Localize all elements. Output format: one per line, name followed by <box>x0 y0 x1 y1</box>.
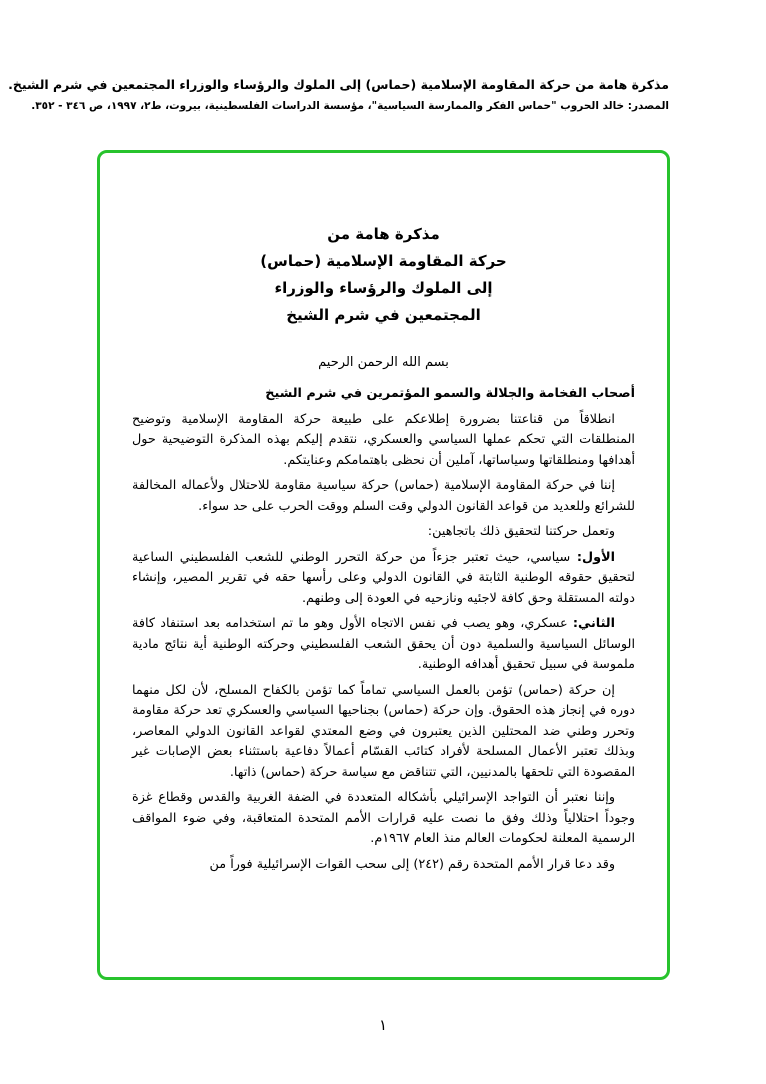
paragraph-text: وإننا نعتبر أن التواجد الإسرائيلي بأشكاله المتعددة في الضفة الغربية والقدس وقطاع غزة وجوداً احتلالياً وذلك وفق ما نصت عليه قرارات الأمم المتحدة المتعاقبة، وفي ضوء المواقف الرسمية المعلنة لحكومات العالم منذ العام ١٩٦٧م. <box>132 790 635 846</box>
page-number: ١ <box>378 1016 388 1034</box>
memo-body <box>132 384 635 875</box>
paragraph-lead: الأول: <box>576 549 615 565</box>
basmala: بسم الله الرحمن الرحيم <box>318 355 449 370</box>
memo-title-line: المجتمعين في شرم الشيخ <box>286 306 481 324</box>
memo-title-line: إلى الملوك والرؤساء والوزراء <box>274 279 493 297</box>
memo-paragraph <box>132 410 635 472</box>
paragraph-text: سياسي، حيث تعتبر جزءاً من حركة التحرر الوطني للشعب الفلسطيني الساعية لتحقيق حقوقه الوطنية الثابتة في القانون الدولي وعلى رأسها حقه في تقرير المصير، وإنشاء دولته المستقلة وحق كافة لاجئيه ونازحيه في العودة إلى وطنهم. <box>132 549 635 606</box>
caption <box>8 76 669 114</box>
memo-paragraph <box>132 548 635 610</box>
memo-paragraph <box>132 788 635 850</box>
memo-paragraph <box>132 614 635 676</box>
paragraph-text: عسكري، وهو يصب في نفس الاتجاه الأول وهو ما تم استخدامه بعد استنفاد كافة الوسائل السياسية والسلمية دون أن يحقق الشعب الفلسطيني وحركته الوطنية أية نتائج مادية ملموسة في سبيل تحقيق أهدافه الوطنية. <box>132 616 635 672</box>
memo-paragraph <box>132 681 635 784</box>
caption-source: المصدر: خالد الحروب "حماس الفكر والممارسة السياسية"، مؤسسة الدراسات الفلسطينية، بيروت، ط٢، ١٩٩٧، ص ٣٤٦ - ٣٥٢. <box>31 100 669 112</box>
paragraph-text: وتعمل حركتنا لتحقيق ذلك باتجاهين: <box>427 524 615 539</box>
caption-title: مذكرة هامة من حركة المقاومة الإسلامية (حماس) إلى الملوك والرؤساء والوزراء المجتمعين في شرم الشيخ. <box>8 77 669 92</box>
memo-paragraph <box>132 855 635 876</box>
paragraph-lead: الثاني: <box>572 616 615 631</box>
memo-paragraph <box>132 522 635 543</box>
memo-border-box <box>97 150 670 980</box>
paragraph-text: انطلاقاً من قناعتنا بضرورة إطلاعكم على طبيعة حركة المقاومة الإسلامية وتوضيح المنطلقات التي تحكم عملها السياسي والعسكري، نتقدم إليكم بهذه المذكرة التوضيحية حول أهدافها ومنطلقاتها وسياساتها، آملين أن نحظى باهتمامكم وعنايتكم. <box>132 411 635 468</box>
paragraph-lead: أصحاب الفخامة والجلالة والسمو المؤتمرين في شرم الشيخ <box>265 386 635 401</box>
paragraph-text: إن حركة (حماس) تؤمن بالعمل السياسي تماماً كما تؤمن بالكفاح المسلح، لأن لكل منهما دوره في إنجاز هذه الحقوق. وإن حركة (حماس) بجناحيها السياسي والعسكري تعد حركة مقاومة وتحرر وطني ضد المحتلين الذين يعتبرون في وضع المعتدي لقواعد القانون الدولي المعاصر، وبذلك تعتبر الأعمال المسلحة لأفراد كتائب القسّام أعمالاً دفاعية باستثناء بعض الإصابات غير المقصودة التي تلحقها بالمدنيين، التي تتناقض مع سياسة حركة (حماس) ذاتها. <box>132 682 635 780</box>
memo-title-line: مذكرة هامة من <box>327 225 440 243</box>
memo-title <box>132 221 635 329</box>
memo-paragraph <box>132 476 635 517</box>
memo-title-line: حركة المقاومة الإسلامية (حماس) <box>260 252 507 270</box>
memo-paragraph-salutation <box>132 384 635 405</box>
paragraph-text: إننا في حركة المقاومة الإسلامية (حماس) حركة سياسية مقاومة للاحتلال ولأعماله المخالفة للشرائع وللعديد من قواعد القانون الدولي وقت السلم ووقت الحرب على حد سواء. <box>132 478 635 514</box>
paragraph-text: وقد دعا قرار الأمم المتحدة رقم (٢٤٢) إلى سحب القوات الإسرائيلية فوراً من <box>209 856 615 872</box>
